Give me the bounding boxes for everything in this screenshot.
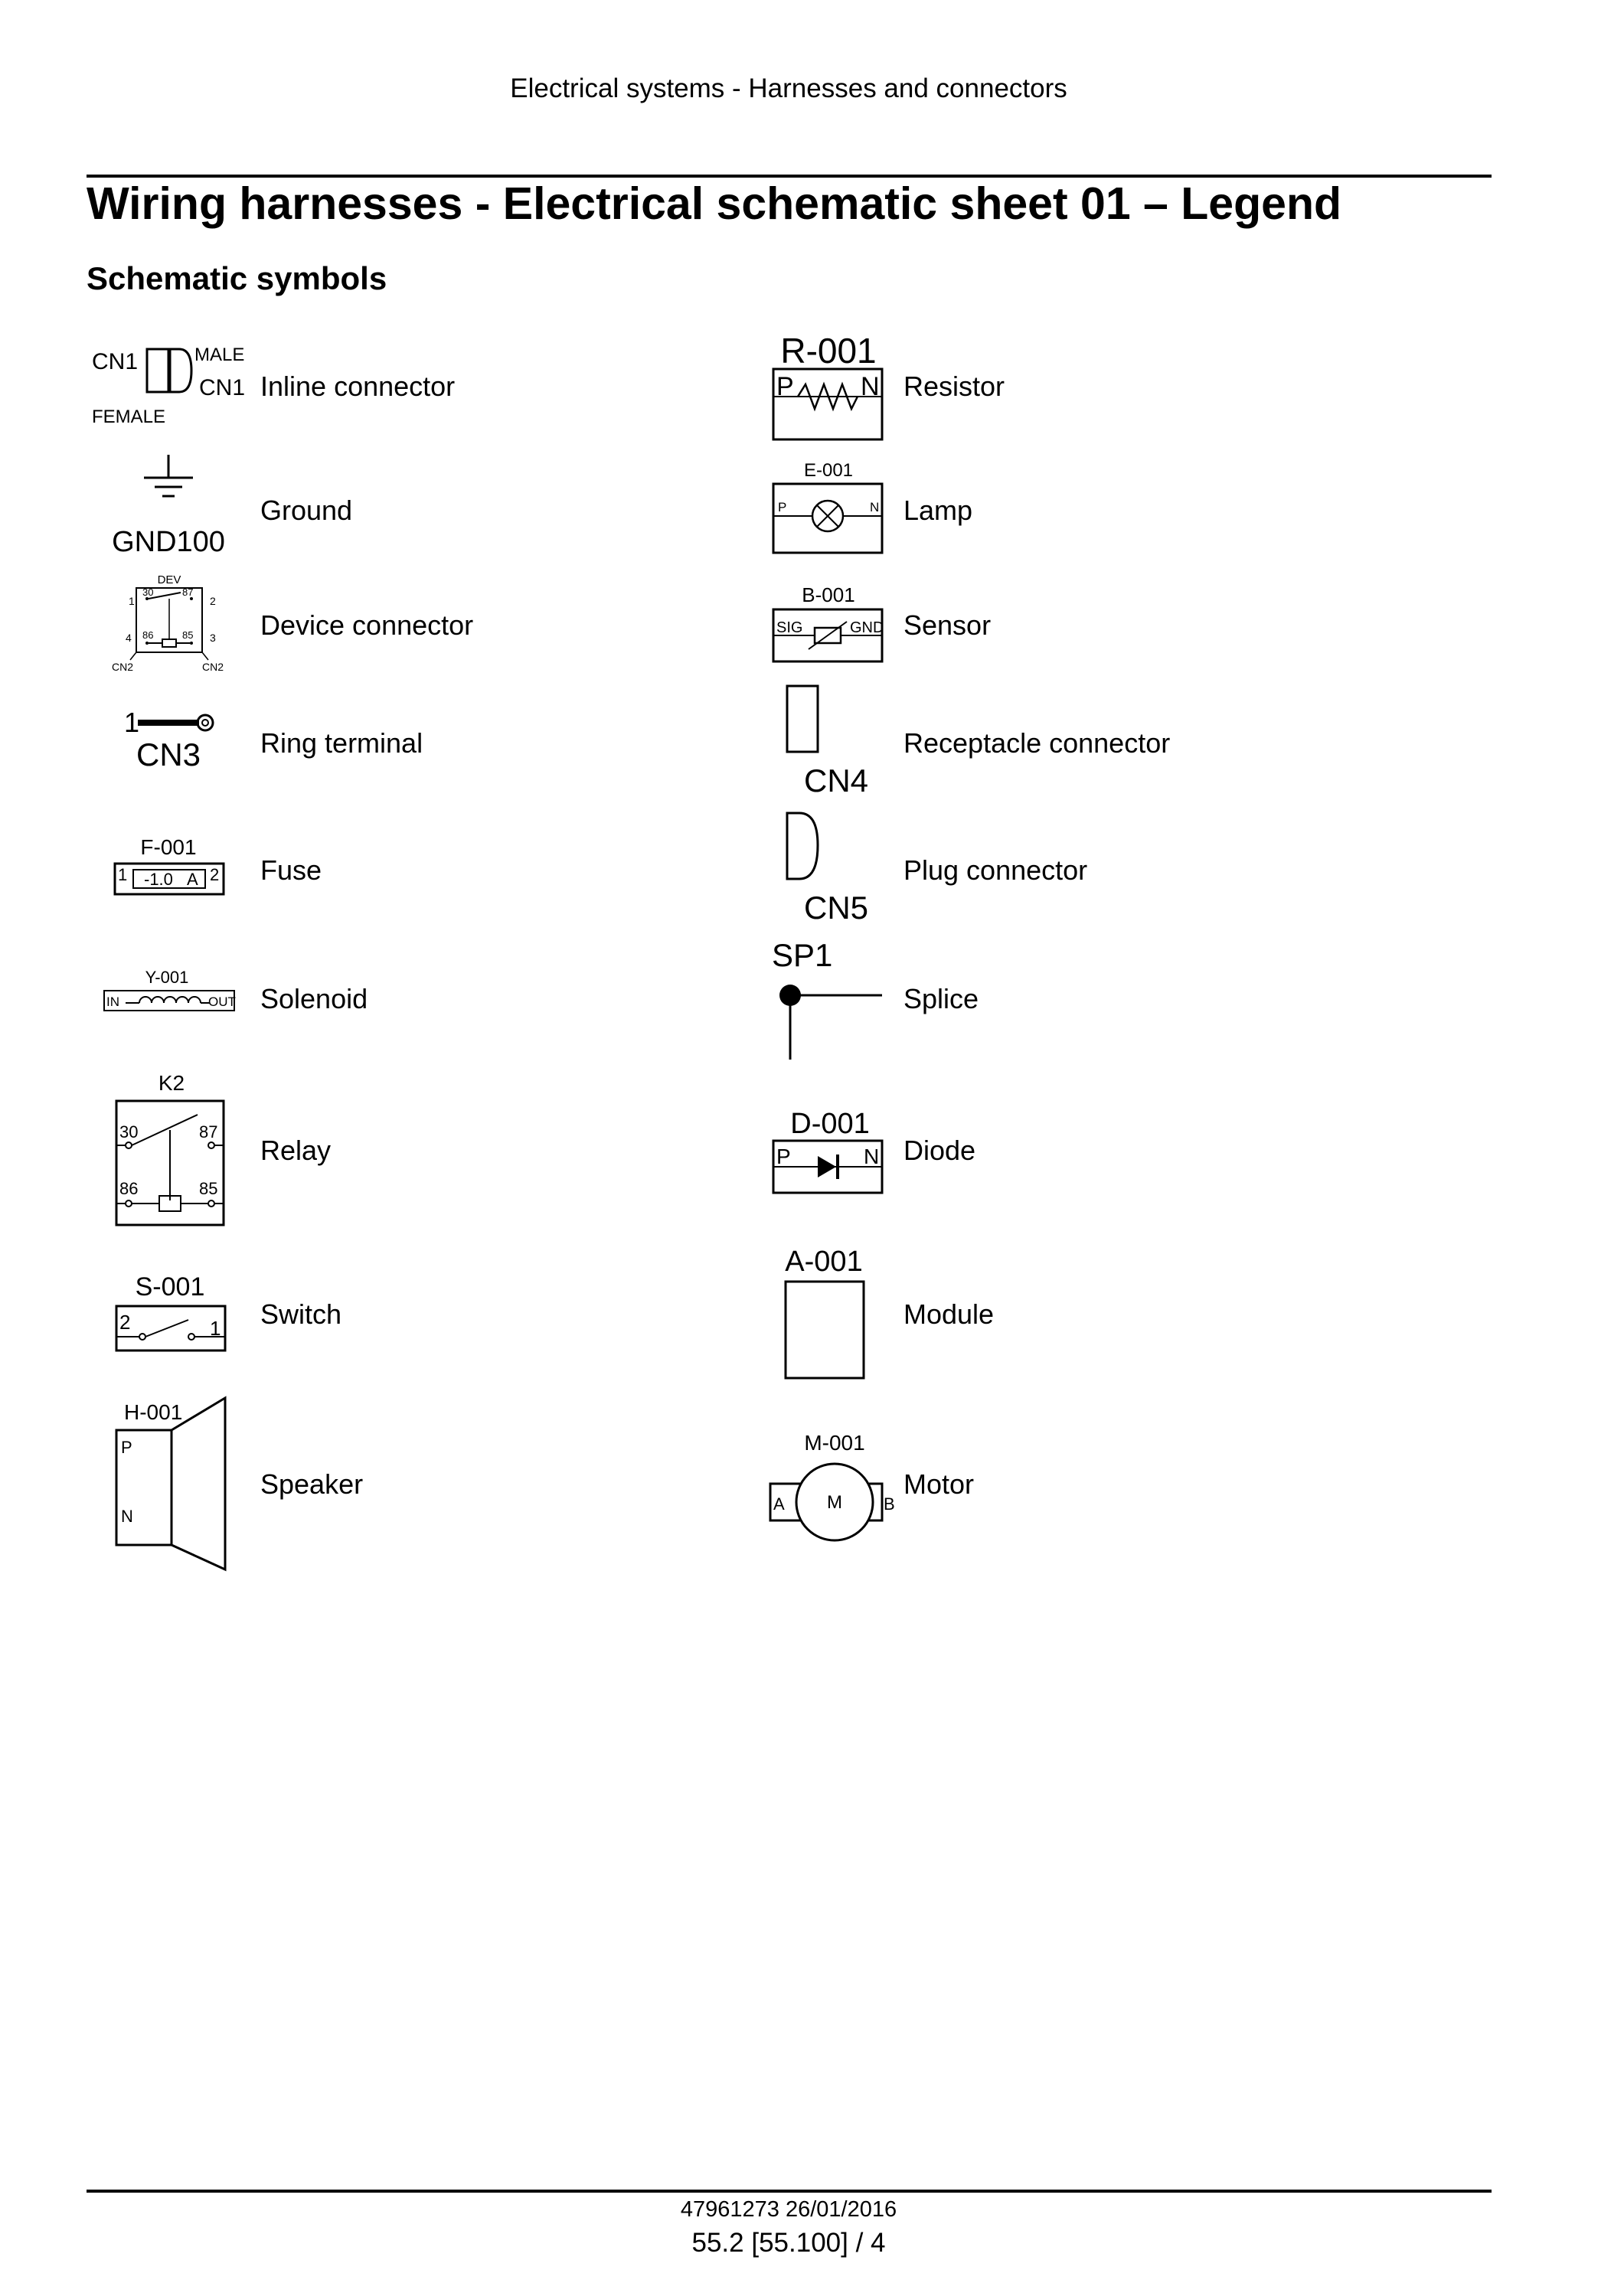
symbol-label: Device connector (260, 609, 474, 641)
symbol-label: Lamp (903, 495, 973, 526)
symbol-tag: S-001 (135, 1272, 205, 1302)
motor-icon (766, 1429, 903, 1543)
receptacle-connector-icon (781, 680, 881, 802)
page-title: Wiring harnesses - Electrical schematic sheet 01 – Legend (87, 178, 1342, 229)
symbol-tag: P (778, 500, 787, 514)
symbol-label: Speaker (260, 1468, 364, 1500)
symbol-tag: GND (850, 619, 884, 636)
symbol-label: Inline connector (260, 371, 456, 402)
solenoid-icon (103, 965, 240, 1026)
relay-icon (115, 1069, 230, 1230)
lamp-icon (770, 455, 893, 562)
symbol-tag: K2 (158, 1071, 185, 1095)
symbol-tag: N (864, 1145, 880, 1168)
fuse-icon (113, 831, 236, 908)
symbol-tag: 30 (142, 586, 154, 598)
symbol-tag: 1 (118, 865, 128, 884)
resistor-icon (770, 325, 893, 447)
symbol-tag: A (187, 870, 198, 889)
symbol-label: Diode (903, 1135, 976, 1166)
symbol-tag: F-001 (140, 835, 197, 859)
symbol-tag: M-001 (804, 1431, 865, 1455)
footer-page-number: 55.2 [55.100] / 4 (691, 2228, 886, 2258)
symbol-label: Splice (903, 983, 979, 1014)
symbol-tag: 87 (182, 586, 194, 598)
symbol-label: Relay (260, 1135, 332, 1166)
symbol-tag: B-001 (802, 583, 855, 606)
symbol-tag: 1 (124, 707, 140, 738)
symbol-tag: 4 (126, 632, 132, 644)
symbol-tag: 2 (210, 595, 216, 607)
symbol-tag: SP1 (772, 937, 833, 973)
symbol-tag: CN4 (804, 763, 869, 799)
symbol-tag: N (121, 1507, 133, 1526)
speaker-icon (115, 1392, 237, 1576)
sensor-icon (770, 579, 893, 671)
footer-rule (87, 2190, 1492, 2193)
symbol-tag: 86 (119, 1179, 139, 1198)
symbol-tag: H-001 (124, 1400, 183, 1424)
symbol-tag: MALE (194, 345, 245, 365)
symbol-tag: CN5 (804, 890, 869, 926)
symbol-tag: 86 (142, 629, 154, 641)
module-icon (781, 1239, 881, 1384)
symbol-tag: 2 (119, 1311, 131, 1334)
symbol-tag: 3 (210, 632, 216, 644)
symbol-tag: P (776, 1145, 791, 1168)
diode-icon (770, 1102, 893, 1202)
running-header: Electrical systems - Harnesses and connectors (510, 73, 1067, 103)
ground-icon (84, 452, 260, 567)
symbol-label: Fuse (260, 854, 322, 886)
symbol-tag: CN2 (112, 661, 134, 673)
symbol-tag: E-001 (803, 460, 854, 481)
switch-icon (115, 1266, 230, 1358)
symbol-tag: CN2 (202, 661, 224, 673)
symbol-label: Motor (903, 1468, 975, 1500)
symbol-tag: P (776, 372, 794, 401)
symbol-label: Solenoid (260, 983, 368, 1014)
symbol-tag: 85 (199, 1179, 218, 1198)
symbol-tag: N (861, 372, 880, 401)
footer-document-reference: 47961273 26/01/2016 (680, 2197, 897, 2222)
symbol-tag: 2 (210, 865, 220, 884)
ring-terminal-icon (115, 703, 245, 779)
symbol-tag: FEMALE (92, 407, 166, 427)
symbol-label: Resistor (903, 371, 1005, 402)
symbol-tag: 1 (210, 1317, 221, 1340)
symbol-tag: OUT (208, 994, 236, 1009)
symbol-tag: CN3 (136, 736, 201, 772)
symbol-tag: DEV (157, 573, 181, 586)
symbol-tag: Y-001 (145, 968, 189, 987)
symbol-tag: CN1 (92, 349, 139, 374)
device-connector-icon (107, 568, 237, 675)
symbol-tag: N (870, 500, 880, 514)
inline-connector-icon (84, 337, 260, 436)
symbol-tag: 85 (182, 629, 194, 641)
symbol-tag: R-001 (780, 331, 877, 371)
symbol-tag: -1.0 (144, 870, 173, 889)
symbol-tag: GND100 (112, 526, 225, 558)
symbol-tag: M (827, 1492, 842, 1513)
symbol-tag: A-001 (785, 1246, 863, 1278)
symbol-label: Sensor (903, 609, 992, 641)
symbol-tag: P (121, 1438, 132, 1457)
symbol-tag: D-001 (790, 1108, 870, 1140)
symbol-label: Switch (260, 1298, 342, 1330)
symbol-tag: A (773, 1494, 785, 1514)
symbol-tag: B (884, 1494, 895, 1514)
splice-icon (770, 934, 900, 1064)
symbol-tag: CN1 (199, 375, 246, 400)
symbol-tag: 1 (129, 595, 135, 607)
symbol-tag: SIG (776, 619, 803, 636)
symbol-label: Module (903, 1298, 995, 1330)
symbol-tag: IN (106, 994, 119, 1009)
symbol-label: Receptacle connector (903, 727, 1171, 759)
symbol-label: Ring terminal (260, 727, 423, 759)
section-subtitle: Schematic symbols (87, 260, 387, 296)
symbol-tag: 87 (199, 1122, 218, 1141)
symbol-label: Ground (260, 495, 353, 526)
plug-connector-icon (781, 807, 881, 929)
symbol-label: Plug connector (903, 854, 1088, 886)
symbol-tag: 30 (119, 1122, 139, 1141)
